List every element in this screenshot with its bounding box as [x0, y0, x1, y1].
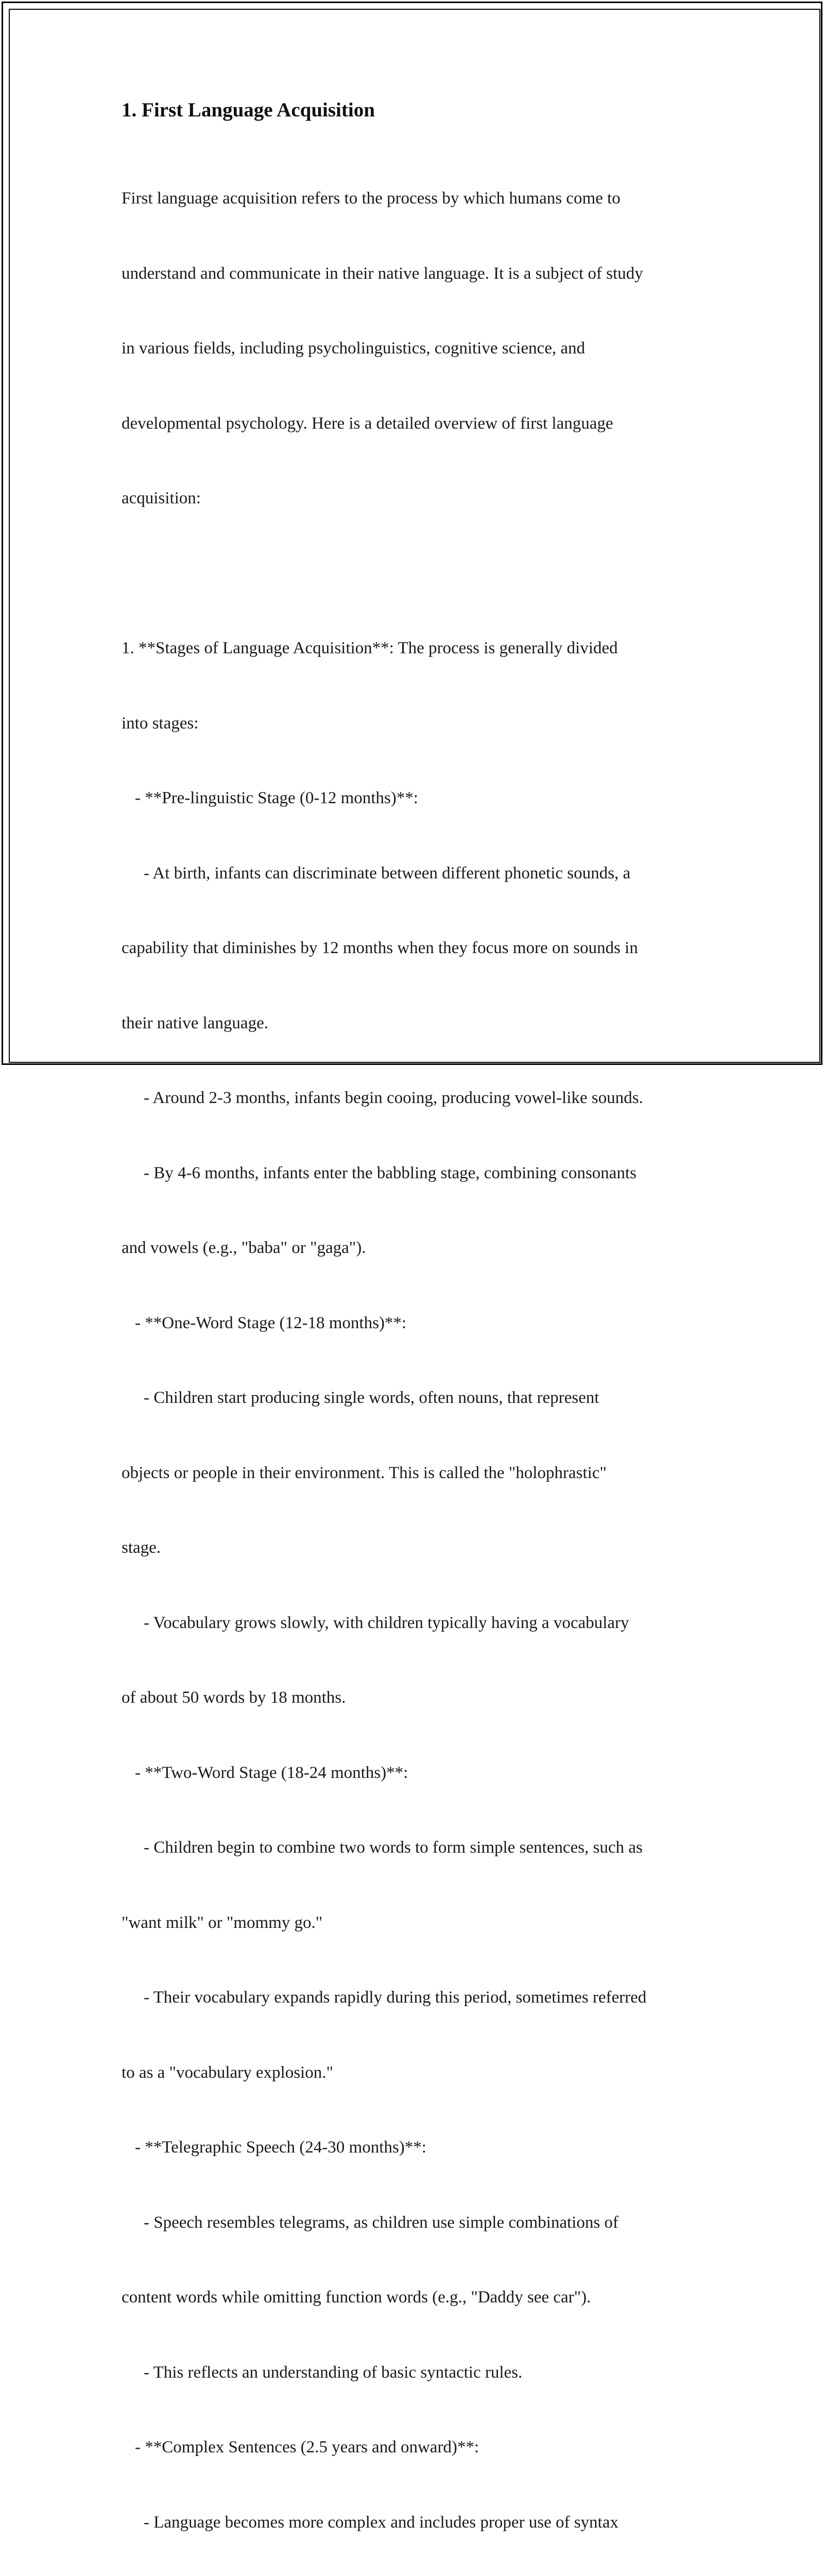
- intro-paragraph: [122, 136, 714, 561]
- list-line: to as a "vocabulary explosion.": [122, 2063, 333, 2082]
- list-line: capability that diminishes by 12 months when they focus more on sounds in: [122, 939, 638, 957]
- intro-line: acquisition:: [122, 489, 201, 507]
- intro-line: First language acquisition refers to the process by which humans come to: [122, 189, 621, 208]
- list-line: - **One-Word Stage (12-18 months)**:: [135, 1313, 407, 1332]
- list-line: - Speech resembles telegrams, as children use simple combinations of: [144, 2213, 619, 2232]
- list-line: - At birth, infants can discriminate between different phonetic sounds, a: [144, 863, 631, 883]
- list-line: - Children start producing single words, often nouns, that represent: [144, 1388, 599, 1407]
- list-line: - Vocabulary grows slowly, with children typically having a vocabulary: [144, 1613, 629, 1632]
- paragraph-gap: [122, 561, 714, 586]
- list-line: content words while omitting function words (e.g., "Daddy see car").: [122, 2288, 591, 2307]
- list-line: - Their vocabulary expands rapidly during this period, sometimes referred: [144, 1988, 647, 2007]
- list-line: - **Telegraphic Speech (24-30 months)**:: [135, 2138, 426, 2157]
- intro-line: in various fields, including psycholinguistics, cognitive science, and: [122, 339, 585, 358]
- list-line: - This reflects an understanding of basic syntactic rules.: [144, 2363, 523, 2382]
- list-line: - Language becomes more complex and includes proper use of syntax: [144, 2513, 619, 2532]
- list-line: - Children begin to combine two words to form simple sentences, such as: [144, 1838, 643, 1857]
- list-line: - **Pre-linguistic Stage (0-12 months)**:: [135, 789, 418, 807]
- list-line: objects or people in their environment. This is called the "holophrastic": [122, 1463, 607, 1482]
- intro-line: developmental psychology. Here is a detailed overview of first language: [122, 414, 613, 433]
- list-line: stage.: [122, 1538, 161, 1557]
- document-body: [122, 98, 714, 2576]
- list-line: of about 50 words by 18 months.: [122, 1688, 346, 1707]
- list-line: - By 4-6 months, infants enter the babbling stage, combining consonants: [144, 1163, 637, 1182]
- intro-line: understand and communicate in their native language. It is a subject of study: [122, 264, 643, 283]
- list-line: their native language.: [122, 1013, 268, 1032]
- list-line: - **Complex Sentences (2.5 years and onward)**:: [135, 2438, 479, 2456]
- list-line: and vowels (e.g., "baba" or "gaga").: [122, 1239, 366, 1257]
- list-line: "want milk" or "mommy go.": [122, 1913, 323, 1932]
- list-line: into stages:: [122, 714, 199, 733]
- list-line: - Around 2-3 months, infants begin cooing, producing vowel-like sounds.: [144, 1089, 643, 1107]
- stages-list: [122, 586, 714, 2576]
- section-heading: 1. First Language Acquisition: [122, 99, 375, 121]
- list-line: - **Two-Word Stage (18-24 months)**:: [135, 1763, 408, 1782]
- list-line: 1. **Stages of Language Acquisition**: The process is generally divided: [122, 639, 618, 657]
